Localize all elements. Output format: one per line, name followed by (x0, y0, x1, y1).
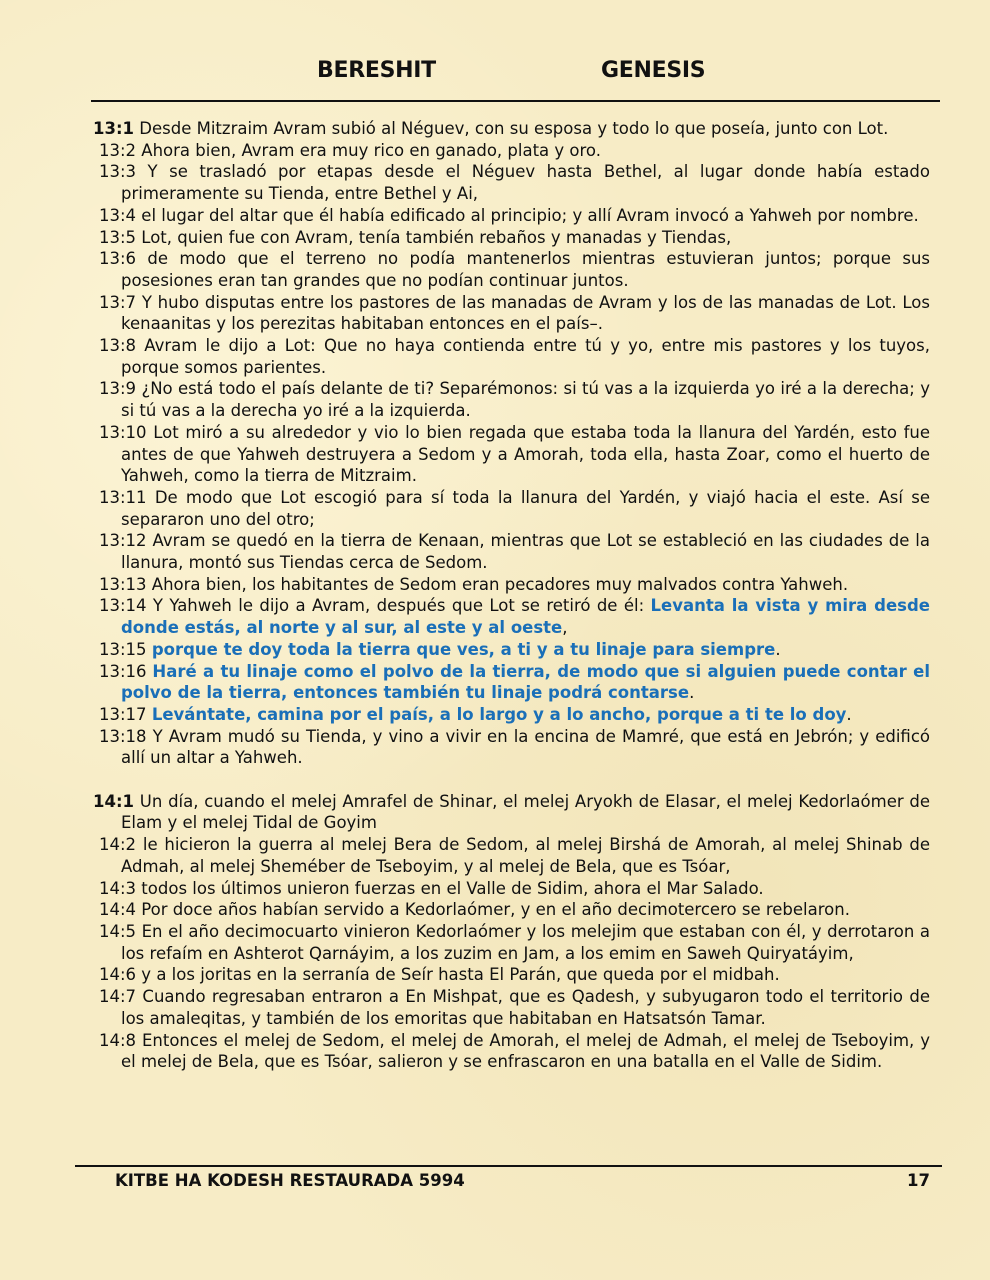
verse (93, 1030, 930, 1073)
verse-reference: 14:8 (99, 1030, 137, 1050)
verse (93, 986, 930, 1029)
verse-text: De modo que Lot escogió para sí toda la llanura del Yardén, y viajó hacia el este. Así se separaron uno del otro; (121, 487, 930, 529)
page-footer (0, 1171, 990, 1195)
verse-reference: 14:2 (99, 835, 137, 855)
verse-quote-highlight: Levanta la vista y mira desde donde estás, al norte y al sur, al este y al oeste (121, 596, 930, 638)
verse-text: Y hubo disputas entre los pastores de las manadas de Avram y los de las manadas de Lot. Los kenaanitas y los perezitas habitaban entonces en el país–. (121, 292, 930, 334)
verse-reference: 13:11 (99, 487, 147, 507)
verse-text: y a los joritas en la serranía de Seír hasta El Parán, que queda por el midbah. (136, 965, 780, 985)
verse-text: Avram se quedó en la tierra de Kenaan, mientras que Lot se estableció en las ciudades de la llanura, montó sus Tiendas cerca de Sedom. (121, 531, 930, 573)
verse-text: todos los últimos unieron fuerzas en el Valle de Sidim, ahora el Mar Salado. (136, 878, 764, 898)
verse (93, 161, 930, 204)
verse-reference: 13:18 (99, 726, 147, 746)
verse-reference: 13:15 (99, 639, 147, 659)
verse-text: el lugar del altar que él había edificado al principio; y allí Avram invocó a Yahweh por nombre. (136, 205, 919, 225)
verse (93, 704, 930, 726)
verse (93, 140, 930, 162)
verse-reference: 13:4 (99, 205, 137, 225)
header-left-title: BERESHIT (317, 58, 436, 83)
page-header (0, 58, 990, 92)
verse-reference: 13:9 (99, 379, 137, 399)
verse (93, 378, 930, 421)
verse-text: . (689, 683, 695, 703)
verse-reference: 14:3 (99, 878, 137, 898)
verse-text: , (562, 618, 568, 638)
verse-text: Y Yahweh le dijo a Avram, después que Lot se retiró de él: (146, 596, 651, 616)
verse-text: Ahora bien, los habitantes de Sedom eran pecadores muy malvados contra Yahweh. (146, 574, 849, 594)
verse-text: En el año decimocuarto vinieron Kedorlaómer y los melejim que estaban con él, y derrotaron a los refaím en Ashterot Qarnáyim, a los zuzim en Jam, a los emim en Saweh Quiryatáyim, (121, 922, 930, 963)
verse (93, 292, 930, 335)
verse-reference: 13:12 (99, 531, 147, 551)
verse (93, 726, 930, 769)
verse (93, 834, 930, 877)
verse-text: . (775, 639, 781, 659)
verse-text: Y Avram mudó su Tienda, y vino a vivir en la encina de Mamré, que está en Jebrón; y edificó allí un altar a Yahweh. (121, 726, 930, 768)
verse-reference: 13:16 (99, 661, 147, 681)
verse (93, 791, 930, 834)
verse-reference: 13:14 (99, 596, 147, 616)
verse-reference: 13:1 (93, 119, 135, 138)
verse-text: Cuando regresaban entraron a En Mishpat, que es Qadesh, y subyugaron todo el territorio de los amaleqitas, y también de los emoritas que habitaban en Hatsatsón Tamar. (121, 987, 930, 1028)
verse (93, 639, 930, 661)
verse-reference: 13:2 (99, 140, 137, 160)
scripture-text (93, 118, 930, 1073)
verse-text: Por doce años habían servido a Kedorlaómer, y en el año decimotercero se rebelaron. (136, 900, 850, 920)
verse-reference: 14:5 (99, 922, 137, 941)
verse-text: Lot, quien fue con Avram, tenía también rebaños y manadas y Tiendas, (136, 227, 732, 247)
verse (93, 921, 930, 964)
verse (93, 205, 930, 227)
chapter-gap (93, 769, 930, 791)
verse-text: . (846, 704, 852, 724)
verse (93, 574, 930, 596)
verse-text: Y se trasladó por etapas desde el Néguev hasta Bethel, al lugar donde había estado primeramente su Tienda, entre Bethel y Ai, (121, 162, 930, 204)
verse (93, 487, 930, 530)
verse (93, 661, 930, 704)
verse-reference: 14:6 (99, 965, 137, 985)
verse (93, 118, 930, 140)
verse-reference: 14:7 (99, 987, 137, 1007)
verse-reference: 13:10 (99, 422, 147, 442)
verse-text: Desde Mitzraim Avram subió al Néguev, con su esposa y todo lo que poseía, junto con Lot. (134, 119, 889, 138)
verse (93, 595, 930, 638)
page-number: 17 (907, 1171, 930, 1190)
verse (93, 335, 930, 378)
verse-reference: 13:5 (99, 227, 137, 247)
verse (93, 248, 930, 291)
verse (93, 964, 930, 986)
verse-text: le hicieron la guerra al melej Bera de Sedom, al melej Birshá de Amorah, al melej Shinab de Admah, al melej Sheméber de Tseboyim, y al melej de Bela, que es Tsóar, (121, 835, 930, 876)
verse-quote-highlight: Levántate, camina por el país, a lo largo y a lo ancho, porque a ti te lo doy (151, 704, 847, 724)
verse-text: ¿No está todo el país delante de ti? Separémonos: si tú vas a la izquierda yo iré a la derecha; y si tú vas a la derecha yo iré a la izquierda. (121, 379, 930, 421)
header-right-title: GENESIS (601, 58, 706, 83)
verse-quote-highlight: porque te doy toda la tierra que ves, a ti y a tu linaje para siempre (151, 639, 776, 659)
footer-rule (75, 1165, 942, 1167)
verse (93, 422, 930, 487)
verse-quote-highlight: Haré a tu linaje como el polvo de la tierra, de modo que si alguien puede contar el polvo de la tierra, entonces también tu linaje podrá contarse (121, 661, 930, 703)
verse (93, 530, 930, 573)
verse-text: Lot miró a su alrededor y vio lo bien regada que estaba toda la llanura del Yardén, esto fue antes de que Yahweh destruyera a Sedom y a Amorah, toda ella, hasta Zoar, como el huerto de Yahweh, como la tierra de Mitzraim. (121, 422, 930, 486)
verse-reference: 13:13 (99, 574, 147, 594)
verse-reference: 13:6 (99, 249, 137, 269)
footer-title: KITBE HA KODESH RESTAURADA 5994 (115, 1171, 465, 1190)
verse (93, 878, 930, 900)
verse-reference: 14:1 (93, 791, 135, 811)
verse (93, 227, 930, 249)
verse-reference: 13:7 (99, 292, 137, 312)
verse-text: Ahora bien, Avram era muy rico en ganado, plata y oro. (136, 140, 601, 160)
verse (93, 899, 930, 921)
verse-text: de modo que el terreno no podía mantenerlos mientras estuvieran juntos; porque sus posesiones eran tan grandes que no podían continuar juntos. (121, 249, 930, 290)
verse-reference: 13:8 (99, 336, 137, 356)
verse-text: Un día, cuando el melej Amrafel de Shinar, el melej Aryokh de Elasar, el melej Kedorlaómer de Elam y el melej Tidal de Goyim (121, 791, 930, 833)
verse-reference: 14:4 (99, 900, 137, 920)
verse-text: Entonces el melej de Sedom, el melej de Amorah, el melej de Admah, el melej de Tseboyim, y el melej de Bela, que es Tsóar, salieron y se enfrascaron en una batalla en el Valle de Sidim. (121, 1030, 930, 1072)
verse-reference: 13:3 (99, 162, 137, 182)
header-rule (91, 100, 940, 102)
verse-text: Avram le dijo a Lot: Que no haya contienda entre tú y yo, entre mis pastores y los tuyos, porque somos parientes. (121, 336, 930, 377)
verse-reference: 13:17 (99, 704, 147, 724)
